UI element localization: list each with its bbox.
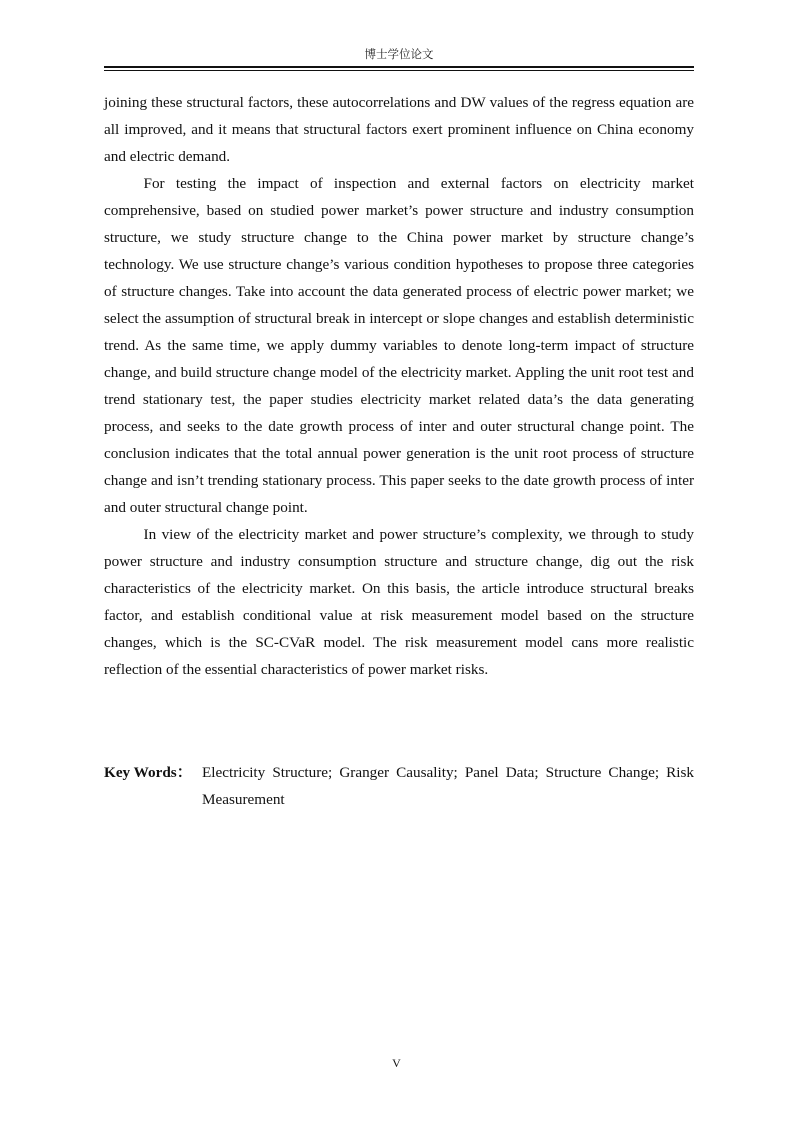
- abstract-body: [104, 89, 694, 683]
- paragraph-continuation: joining these structural factors, these autocorrelations and DW values of the regress equation are all improved, and it means that structural factors exert prominent influence on China economy and electric demand.: [104, 94, 694, 165]
- paragraph-risk-measurement: In view of the electricity market and power structure’s complexity, we through to study power structure and industry consumption structure and structure change, dig out the risk characteristics of the electricity market. On this basis, the article introduce structural breaks factor, and establish conditional value at risk measurement model based on the structure changes, which is the SC-CVaR model. The risk measurement model cans more realistic reflection of the essential characteristics of power market risks.: [104, 526, 694, 678]
- paragraph-structure-change: For testing the impact of inspection and external factors on electricity market comprehensive, based on studied power market’s power structure and industry consumption structure, we study structure change to the China power market by structure change’s technology. We use structure change’s various condition hypotheses to propose three categories of structure changes. Take into account the data generated process of electric power market; we select the assumption of structural break in intercept or slope changes and establish deterministic trend. As the same time, we apply dummy variables to denote long-term impact of structure change, and build structure change model of the electricity market. Appling the unit root test and trend stationary test, the paper studies electricity market related data’s the data generating process, and seeks to the date growth process of inter and outer structural change point. The conclusion indicates that the total annual power generation is the unit root process of structure change and isn’t trending stationary process. This paper seeks to the date growth process of inter and outer structural change point.: [104, 175, 694, 516]
- keywords-block: [104, 759, 694, 813]
- keywords-text: Electricity Structure; Granger Causality; Panel Data; Structure Change; Risk Measurement: [202, 764, 694, 808]
- page-number: V: [392, 1056, 401, 1070]
- keywords-label: Key Words：: [104, 764, 192, 781]
- header-rule-thin: [104, 70, 694, 71]
- header-rule-thick: [104, 66, 694, 68]
- page-header: 博士学位论文: [364, 49, 434, 61]
